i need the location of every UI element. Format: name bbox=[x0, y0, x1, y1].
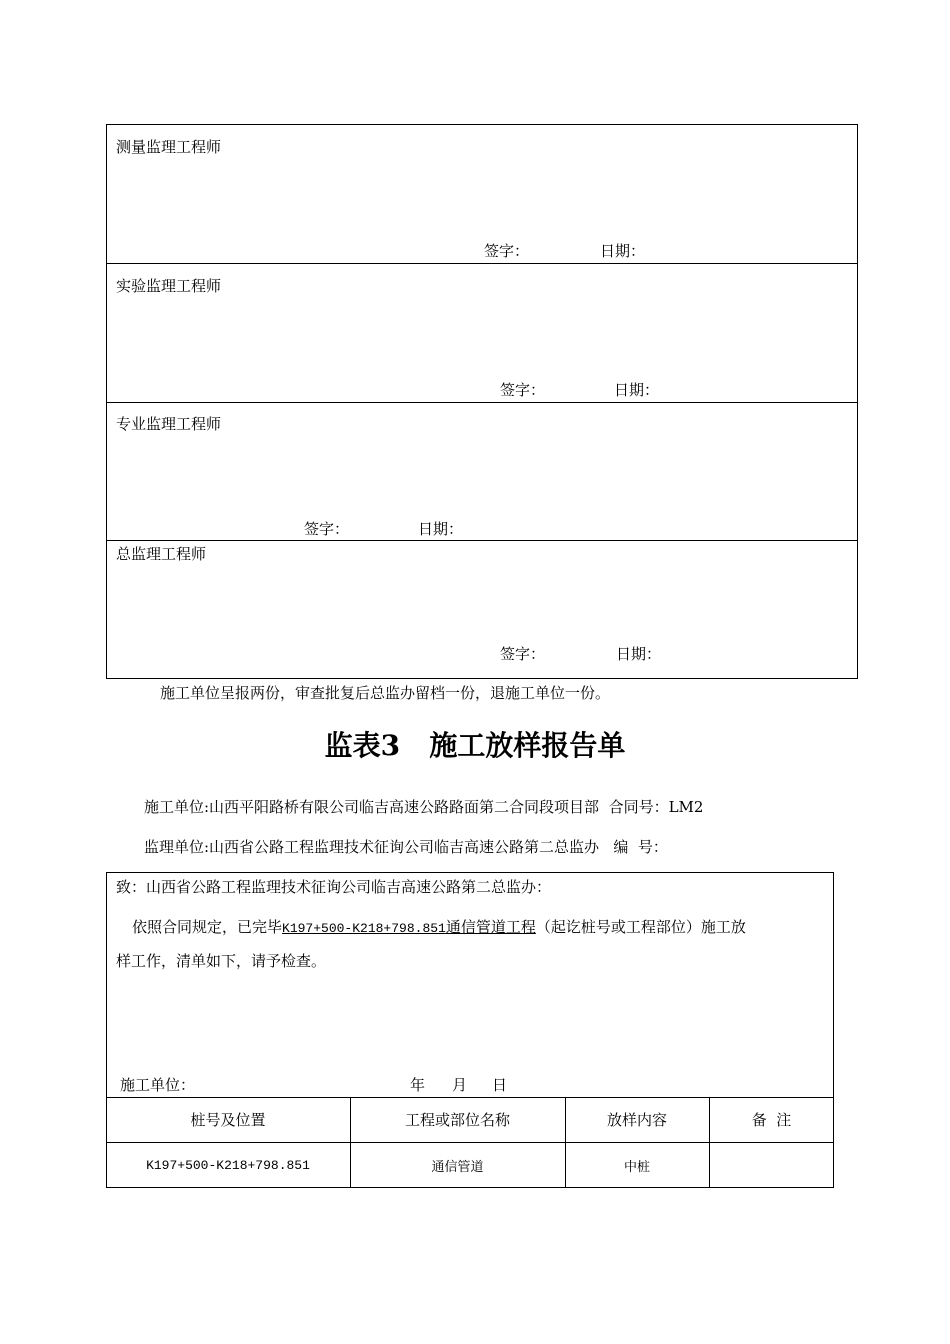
section-role-survey: 测量监理工程师 bbox=[116, 138, 222, 156]
date-label: 日期： bbox=[418, 520, 464, 538]
station-range: K197+500-K218+798.851 bbox=[282, 921, 446, 936]
sign-label: 签字： bbox=[500, 381, 546, 399]
date-label: 日期： bbox=[616, 645, 662, 663]
header-layout-content: 放样内容 bbox=[606, 1111, 667, 1129]
day-label: 日 bbox=[492, 1076, 508, 1094]
report-body-line2: 样工作，清单如下，请予检查。 bbox=[116, 952, 327, 970]
year-label: 年 bbox=[410, 1076, 426, 1094]
page-title: 监表3 施工放样报告单 bbox=[324, 729, 626, 762]
section-role-chief: 总监理工程师 bbox=[116, 545, 207, 563]
cell-work-name: 通信管道 bbox=[431, 1159, 484, 1175]
approval-row-divider bbox=[106, 540, 858, 541]
month-label: 月 bbox=[452, 1076, 468, 1094]
sign-label: 签字： bbox=[304, 520, 350, 538]
cell-station: K197+500-K218+798.851 bbox=[146, 1157, 310, 1173]
cell-layout-content: 中桩 bbox=[623, 1159, 650, 1175]
section-role-specialist: 专业监理工程师 bbox=[116, 415, 222, 433]
cell-remarks bbox=[709, 1142, 834, 1188]
header-work-name: 工程或部位名称 bbox=[404, 1111, 510, 1129]
sign-label: 签字： bbox=[500, 645, 546, 663]
approval-row-divider bbox=[106, 263, 858, 264]
date-label: 日期： bbox=[600, 242, 646, 260]
work-name: 通信管道工程 bbox=[445, 918, 536, 936]
date-label: 日期： bbox=[614, 381, 660, 399]
header-remarks: 备 注 bbox=[751, 1111, 792, 1129]
section-role-lab: 实验监理工程师 bbox=[116, 277, 222, 295]
addressee-line: 致：山西省公路工程监理技术征询公司临吉高速公路第二总监办： bbox=[116, 878, 552, 896]
header-station: 桩号及位置 bbox=[190, 1111, 266, 1129]
body-prefix: 依照合同规定，已完毕 bbox=[132, 918, 283, 936]
body-suffix: （起讫桩号或工程部位）施工放 bbox=[535, 918, 746, 936]
approval-row-divider bbox=[106, 402, 858, 403]
submission-note: 施工单位呈报两份，审查批复后总监办留档一份，退施工单位一份。 bbox=[160, 684, 611, 702]
contractor-line: 施工单位:山西平阳路桥有限公司临吉高速公路路面第二合同段项目部 合同号：LM2 bbox=[144, 798, 704, 816]
report-body-line1 bbox=[132, 916, 746, 937]
supervisor-line: 监理单位:山西省公路工程监理技术征询公司临吉高速公路第二总监办 编 号： bbox=[144, 838, 668, 856]
sign-label: 签字： bbox=[484, 242, 530, 260]
contractor-unit-label: 施工单位： bbox=[120, 1076, 196, 1094]
